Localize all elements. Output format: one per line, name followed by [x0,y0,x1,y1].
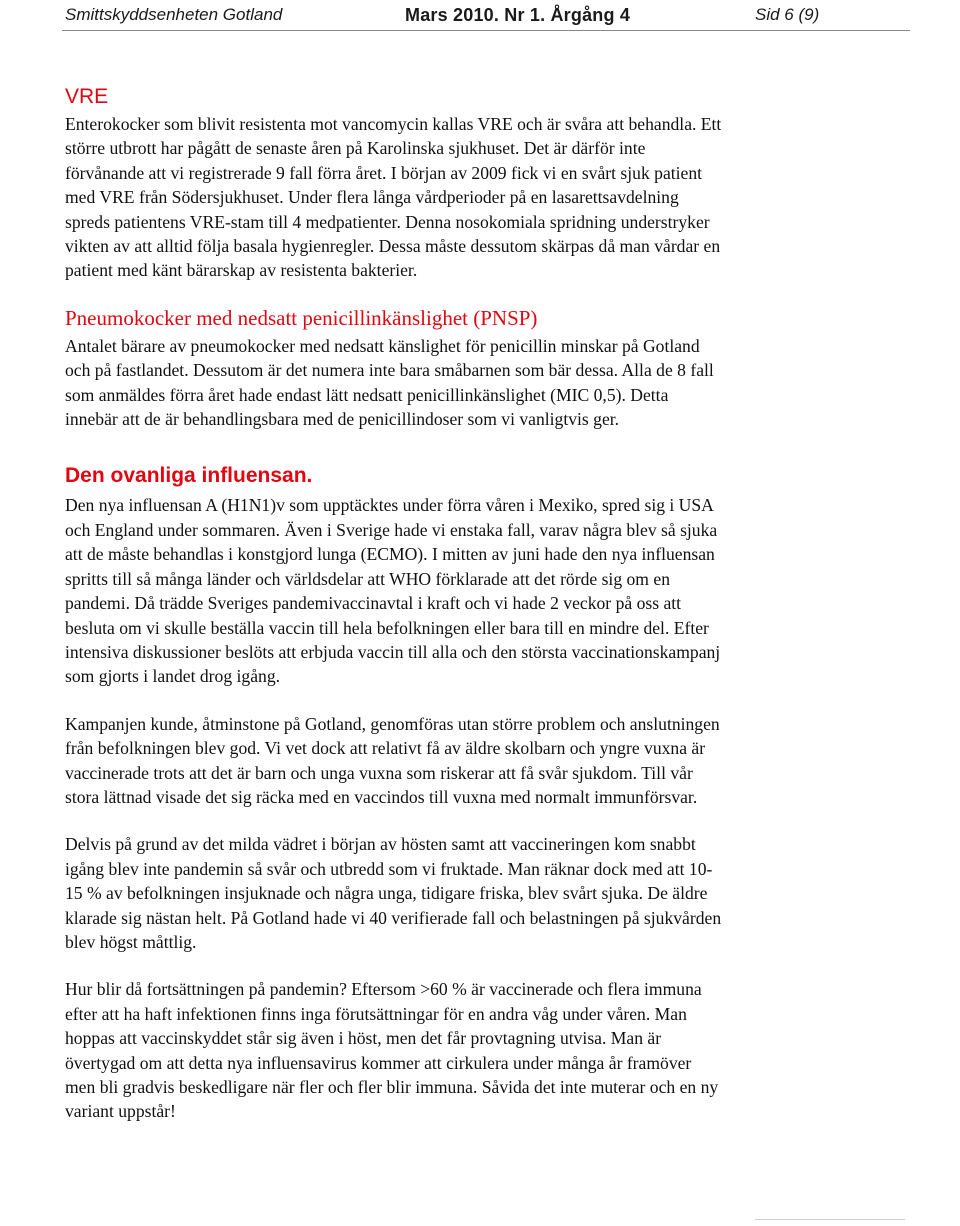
article-body [65,84,855,1124]
header-divider [62,30,910,31]
text-line: pandemi. Då trädde Sveriges pandemivaccinavtal i kraft och vi hade 2 veckor på oss att [65,593,682,614]
text-line: och England under sommaren. Även i Sverige hade vi enstaka fall, varav några blev så sjuka [65,519,718,540]
text-line: hoppas att vaccinskyddet står sig även i höst, men det får provtagning utvisa. Man är [65,1028,662,1049]
text-line: intensiva diskussioner beslöts att erbjuda vaccin till alla och den största vaccinationskampanj [65,641,721,662]
text-line: som anmäldes förra året hade endast lätt nedsatt penicillinkänslighet (MIC 0,5). Detta [65,384,669,405]
text-line: med VRE från Södersjukhuset. Under flera långa vårdperioder på en lasarettsavdelning [65,187,679,208]
paragraph-influenza-1 [65,493,855,688]
text-line: innebär att de är behandlingsbara med de penicillindoser som vi vanligtvis ger. [65,409,620,430]
page-header [0,0,960,32]
text-line: besluta om vi skulle beställa vaccin till hela befolkningen eller bara till en mindre del. Efter [65,617,709,638]
header-issue: Mars 2010. Nr 1. Årgång 4 [405,5,631,25]
header-page-number: Sid 6 (9) [755,5,820,24]
text-line: som gjorts i landet drog igång. [65,666,281,687]
text-line: variant uppstår! [65,1101,176,1122]
text-line: Hur blir då fortsättningen på pandemin? Eftersom >60 % är vaccinerade och flera immuna [65,979,702,1000]
text-line: Kampanjen kunde, åtminstone på Gotland, genomföras utan större problem och anslutningen [65,713,720,734]
text-line: Delvis på grund av det milda vädret i början av hösten samt att vaccineringen kom snabbt [65,834,696,855]
text-line: förvånande att vi registrerade 9 fall förra året. I början av 2009 fick vi en svårt sjuk patient [65,162,703,183]
paragraph-influenza-2 [65,712,855,810]
text-line: övertygad om att detta nya influensavirus kommer att cirkulera under många år framöver [65,1052,692,1073]
text-line: efter att ha haft infektionen finns inga förutsättningar för en andra våg under våren. Man [65,1003,687,1024]
text-line: från befolkningen blev god. Vi vet dock att relativt få av äldre skolbarn och yngre vuxna är [65,738,706,759]
text-line: 15 % av befolkningen insjuknade och några unga, tidigare friska, blev svårt sjuka. De äldre [65,883,708,904]
paragraph-pnsp [65,334,855,432]
text-line: och på fastlandet. Dessutom är det numera inte bara småbarnen som bär dessa. Alla de 8 fall [65,360,714,381]
text-line: Den nya influensan A (H1N1)v som upptäcktes under förra våren i Mexiko, spred sig i USA [65,495,714,516]
paragraph-vre [65,112,855,283]
text-line: vaccinerade trots att det är barn och unga vuxna som riskerar att få svår sjukdom. Till vår [65,762,693,783]
text-line: större utbrott har pågått de senaste åren på Karolinska sjukhuset. Det är därför inte [65,138,646,159]
text-line: vikten av att alltid följa basala hygienregler. Dessa måste dessutom skärpas då man vårdar en [65,236,721,257]
heading-vre: VRE [65,85,109,108]
text-line: stora lättnad visade det sig räcka med en vaccindos till vuxna med normalt immunförsvar. [65,786,698,807]
text-line: blev högst måttlig. [65,931,197,952]
footer-divider [755,1219,905,1220]
header-organization: Smittskyddsenheten Gotland [65,5,283,24]
text-line: klarade sig nästan helt. På Gotland hade vi 40 verifierade fall och belastningen på sjukvården [65,907,722,928]
text-line: patient med känt bärarskap av resistenta bakterier. [65,260,418,281]
text-line: Antalet bärare av pneumokocker med nedsatt känslighet för penicillin minskar på Gotland [65,335,700,356]
heading-influenza: Den ovanliga influensan. [65,464,313,488]
paragraph-influenza-4 [65,977,855,1123]
text-line: Enterokocker som blivit resistenta mot vancomycin kallas VRE och är svåra att behandla. Ett [65,114,722,134]
text-line: spritts till så många länder och världsdelar att WHO förklarade att det rörde sig om en [65,568,670,589]
text-line: men bli gradvis beskedligare när fler och fler blir immuna. Såvida det inte muterar och en ny [65,1077,719,1097]
heading-pnsp: Pneumokocker med nedsatt penicillinkänslighet (PNSP) [65,305,538,330]
text-line: spreds patientens VRE-stam till 4 medpatienter. Denna nosokomiala spridning understryker [65,211,710,232]
paragraph-influenza-3 [65,832,855,954]
text-line: att de måste behandlas i konstgjord lunga (ECMO). I mitten av juni hade den nya influensan [65,544,715,565]
text-line: igång blev inte pandemin så svår och utbredd som vi fruktade. Man räknar dock med att 10- [65,858,713,879]
